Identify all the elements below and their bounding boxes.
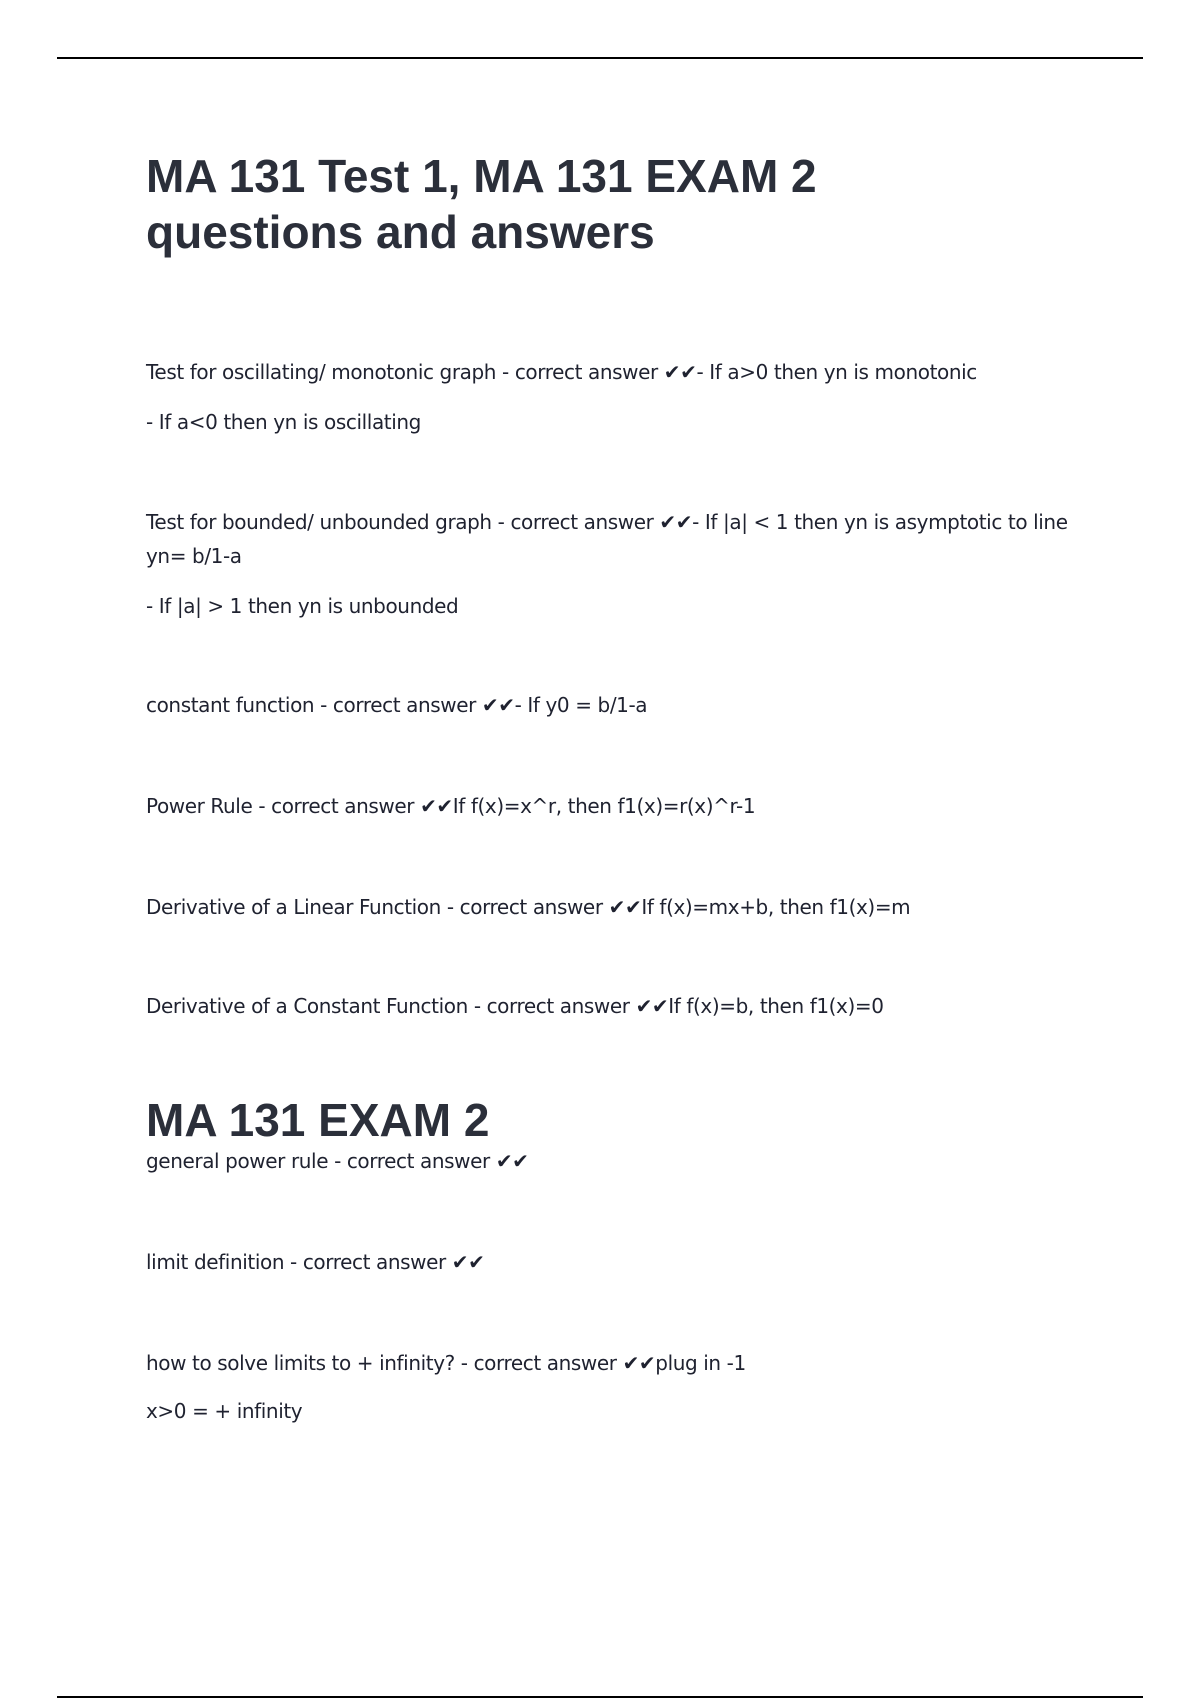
qa-item-bounded xyxy=(146,505,1086,623)
qa-item-text-continued: - If |a| > 1 then yn is unbounded xyxy=(146,594,459,618)
qa-item-text-continued: x>0 = + infinity xyxy=(146,1399,303,1423)
qa-item-power-rule xyxy=(146,789,1086,823)
qa-item-oscillating xyxy=(146,355,1086,439)
qa-item-text: Derivative of a Constant Function - correct answer ✔✔If f(x)=b, then f1(x)=0 xyxy=(146,994,884,1018)
qa-item-text: Derivative of a Linear Function - correct answer ✔✔If f(x)=mx+b, then f1(x)=m xyxy=(146,895,911,919)
qa-item-limit-definition xyxy=(146,1245,1086,1279)
qa-item-general-power-rule xyxy=(146,1144,1086,1178)
qa-item-text: Power Rule - correct answer ✔✔If f(x)=x^r, then f1(x)=r(x)^r-1 xyxy=(146,794,756,818)
qa-item-linear-derivative xyxy=(146,890,1086,924)
qa-item-limits-infinity xyxy=(146,1346,1086,1428)
section-heading: MA 131 EXAM 2 xyxy=(146,1094,490,1146)
qa-item-text-continued: - If a<0 then yn is oscillating xyxy=(146,410,421,434)
qa-item-text: Test for bounded/ unbounded graph - correct answer ✔✔- If |a| < 1 then yn is asymptotic to line yn= b/1-a xyxy=(146,510,1068,568)
bottom-rule xyxy=(57,1696,1143,1698)
qa-item-constant-function xyxy=(146,688,1086,722)
document-title: MA 131 Test 1, MA 131 EXAM 2 questions and answers xyxy=(146,150,817,258)
qa-item-constant-derivative xyxy=(146,989,1086,1023)
top-rule xyxy=(57,57,1143,59)
qa-item-text: constant function - correct answer ✔✔- If y0 = b/1-a xyxy=(146,693,648,717)
qa-item-text: limit definition - correct answer ✔✔ xyxy=(146,1250,485,1274)
qa-item-text: how to solve limits to + infinity? - correct answer ✔✔plug in -1 xyxy=(146,1351,746,1375)
qa-item-text: Test for oscillating/ monotonic graph - correct answer ✔✔- If a>0 then yn is monotonic xyxy=(146,360,977,384)
qa-item-text: general power rule - correct answer ✔✔ xyxy=(146,1149,529,1173)
